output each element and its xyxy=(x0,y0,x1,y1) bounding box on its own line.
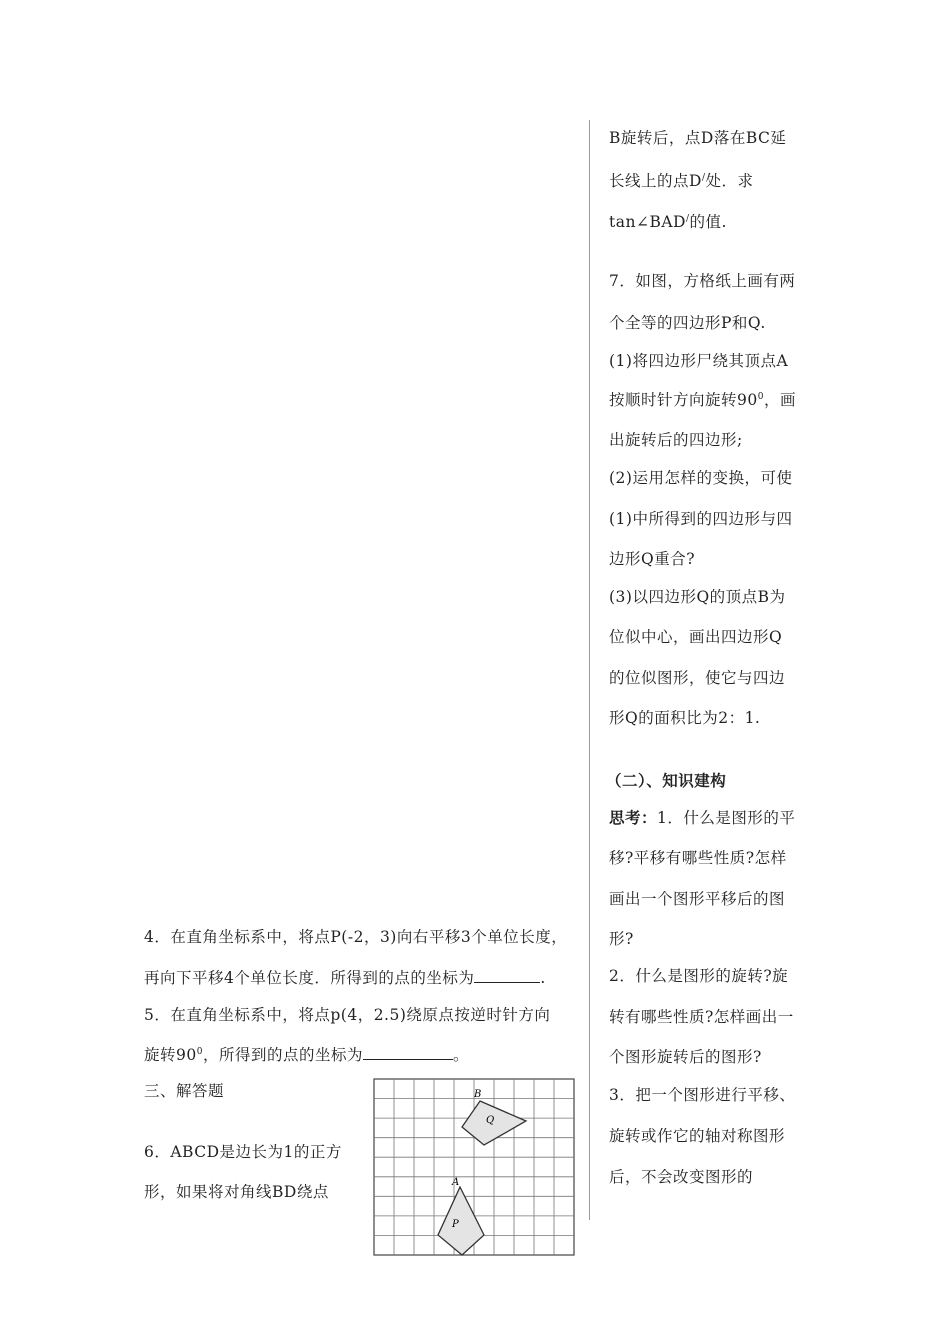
q6-cont-line3 xyxy=(609,210,727,232)
q6-line1: 6．ABCD是边长为1的正方 xyxy=(144,1143,342,1161)
q7-line8: 边形Q重合? xyxy=(609,550,696,568)
prime-mark-2: / xyxy=(685,213,690,224)
column-divider xyxy=(589,120,590,1220)
q7-line7: (1)中所得到的四边形与四 xyxy=(609,510,793,528)
section2-title: （二）、知识建构 xyxy=(606,772,727,790)
q4-line2-text: 再向下平移4个单位长度．所得到的点的坐标为 xyxy=(144,969,475,987)
q5-line2 xyxy=(144,1043,469,1065)
q5-end: 。 xyxy=(452,1046,469,1064)
q7-line4-tail: ，画 xyxy=(763,391,796,409)
think-line1 xyxy=(609,806,795,828)
q6-cont-line2-text: 长线上的点D xyxy=(609,172,702,190)
think-label: 思考： xyxy=(609,809,658,827)
q6-cont-line2 xyxy=(609,169,754,191)
q6-cont-line2-tail: 处．求 xyxy=(705,172,754,190)
quadrilateral-P xyxy=(438,1187,484,1255)
q4-line1: 4．在直角坐标系中，将点P(-2，3)向右平移3个单位长度， xyxy=(144,928,568,946)
think-line8: 3．把一个图形进行平移、 xyxy=(609,1086,796,1104)
q7-line4-text: 按顺时针方向旋转90 xyxy=(609,391,758,409)
q7-line9: (3)以四边形Q的顶点B为 xyxy=(609,588,786,606)
q7-line11: 的位似图形，使它与四边 xyxy=(609,669,786,687)
q6-line2: 形，如果将对角线BD绕点 xyxy=(144,1183,329,1201)
q7-line4 xyxy=(609,388,796,410)
q5-answer-blank[interactable] xyxy=(363,1045,453,1060)
think-line6: 转有哪些性质?怎样画出一 xyxy=(609,1008,794,1026)
label-A: A xyxy=(452,1177,460,1188)
grid-figure xyxy=(372,1077,578,1259)
q5-line2-b: ，所得到的点的坐标为 xyxy=(202,1046,363,1064)
prime-mark: / xyxy=(701,172,706,183)
q7-line1: 7．如图，方格纸上画有两 xyxy=(609,272,796,290)
q7-line12: 形Q的面积比为2：1. xyxy=(609,709,761,727)
think-line1-text: 1．什么是图形的平 xyxy=(657,809,796,827)
degree-mark-q5: 0 xyxy=(196,1046,203,1057)
q7-line6: (2)运用怎样的变换，可使 xyxy=(609,469,793,487)
think-line5: 2．什么是图形的旋转?旋 xyxy=(609,967,789,985)
q7-line5: 出旋转后的四边形; xyxy=(609,431,743,449)
q7-line10: 位似中心，画出四边形Q xyxy=(609,628,783,646)
think-line7: 个图形旋转后的图形? xyxy=(609,1048,762,1066)
label-B: B xyxy=(474,1089,482,1100)
q6-cont-line3-text: tan∠BAD xyxy=(609,213,686,231)
q5-line1: 5．在直角坐标系中，将点p(4，2.5)绕原点按逆时针方向 xyxy=(144,1006,551,1024)
think-line2: 移?平移有哪些性质?怎样 xyxy=(609,849,787,867)
q5-line2-a: 旋转90 xyxy=(144,1046,197,1064)
q4-line2 xyxy=(144,966,546,988)
label-Q: Q xyxy=(486,1115,495,1126)
think-line4: 形? xyxy=(609,930,634,948)
section3-title: 三、解答题 xyxy=(144,1082,225,1100)
degree-mark: 0 xyxy=(757,391,764,402)
q7-line3: (1)将四边形尸绕其顶点A xyxy=(609,352,789,370)
label-P: P xyxy=(452,1219,459,1230)
q4-answer-blank[interactable] xyxy=(474,968,540,983)
q6-cont-line1: B旋转后，点D落在BC延 xyxy=(609,129,787,147)
think-line9: 旋转或作它的轴对称图形 xyxy=(609,1127,786,1145)
q4-end: . xyxy=(540,969,546,987)
q6-cont-line3-tail: 的值. xyxy=(689,213,727,231)
q7-line2: 个全等的四边形P和Q. xyxy=(609,314,766,332)
think-line10: 后，不会改变图形的 xyxy=(609,1168,754,1186)
think-line3: 画出一个图形平移后的图 xyxy=(609,890,786,908)
